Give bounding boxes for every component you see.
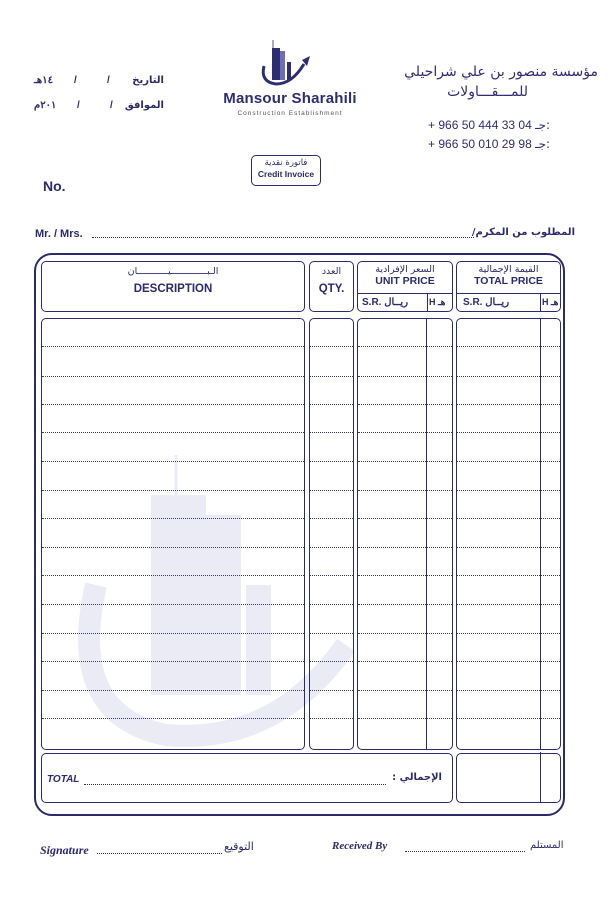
total-amount-box[interactable] [456, 753, 561, 803]
total-price-header-arabic: القيمة الإجمالية [478, 264, 539, 275]
gregorian-date-suffix: ٢٠١م [34, 100, 57, 111]
total-price-sr-label: S.R. ريــال [463, 297, 510, 308]
hijri-date-field[interactable] [34, 75, 164, 89]
description-header [41, 261, 305, 312]
unit-price-column[interactable] [357, 318, 453, 750]
total-price-subheader-divider [457, 293, 560, 294]
description-header-arabic: الـبـــــــــــــيـــــــــــان [127, 266, 219, 277]
total-in-words-field[interactable] [84, 775, 386, 785]
total-price-halala-divider [540, 319, 541, 750]
total-price-column[interactable] [456, 318, 561, 750]
logo-name: Mansour Sharahili [223, 90, 357, 107]
date-slash: / [77, 100, 80, 111]
invoice-type-arabic: فاتورة نقدية [264, 158, 308, 168]
unit-price-h-divider [427, 293, 428, 311]
quantity-header-arabic: العدد [321, 266, 342, 277]
total-label-english: TOTAL [47, 774, 80, 785]
phone-1-number: + 966 50 444 33 04 [428, 118, 532, 132]
total-amount-halala-divider [540, 752, 541, 802]
date-slash: / [74, 75, 77, 86]
unit-price-halala-divider [426, 319, 427, 750]
phone-2-label: :جـ [535, 137, 551, 151]
unit-price-subheader-divider [358, 293, 452, 294]
unit-price-header [357, 261, 453, 312]
unit-price-header-english: UNIT PRICE [375, 275, 435, 287]
unit-price-h-label: H هـ [429, 297, 446, 307]
gregorian-date-label: الموافق [124, 100, 164, 111]
quantity-column[interactable] [309, 318, 354, 750]
phone-1-label: :جـ [535, 118, 551, 132]
phone-2-number: + 966 50 010 29 98 [428, 137, 532, 151]
invoice-table [34, 253, 565, 816]
logo-subtitle: Construction Establishment [237, 110, 343, 117]
signature-label-arabic: التوقيع [224, 840, 254, 853]
unit-price-header-arabic: السعر الإفرادية [375, 264, 435, 275]
company-logo [220, 38, 360, 120]
invoice-type-english: Credit Invoice [257, 169, 315, 179]
received-by-label-arabic: المستلم [530, 840, 564, 851]
gregorian-date-field[interactable] [34, 100, 164, 114]
total-label-arabic: الإجمالي : [392, 772, 442, 783]
quantity-header [309, 261, 354, 312]
total-price-header [456, 261, 561, 312]
company-name-arabic: مؤسسة منصور بن علي شراحيلي [404, 64, 598, 80]
unit-price-sr-label: S.R. ريــال [362, 297, 409, 308]
customer-label-english: Mr. / Mrs. [35, 228, 83, 240]
total-price-h-label: H هـ [542, 297, 559, 307]
date-slash: / [107, 75, 110, 86]
description-header-english: DESCRIPTION [133, 283, 213, 295]
phone-2 [428, 137, 568, 151]
customer-label-arabic: المطلوب من المكرم/ [471, 227, 575, 238]
signature-label-english: Signature [40, 843, 89, 857]
customer-name-field[interactable] [92, 228, 474, 238]
quantity-header-english: QTY. [318, 283, 345, 295]
signature-field[interactable] [97, 844, 222, 854]
building-arrow-logo-icon [258, 38, 322, 88]
received-by-field[interactable] [405, 842, 525, 852]
description-column[interactable] [41, 318, 305, 750]
total-price-header-english: TOTAL PRICE [474, 275, 543, 287]
invoice-type-badge [251, 155, 321, 186]
company-activity-arabic: للمـــقـــاولات [447, 84, 528, 100]
invoice-number-label: No. [43, 178, 66, 194]
date-slash: / [110, 100, 113, 111]
hijri-date-label: التاريخ [132, 75, 164, 86]
received-by-label-english: Received By [332, 840, 388, 852]
hijri-date-suffix: ١٤هـ [34, 75, 53, 86]
total-in-words-box[interactable] [41, 753, 453, 803]
phone-1 [428, 118, 568, 132]
total-price-h-divider [540, 293, 541, 311]
